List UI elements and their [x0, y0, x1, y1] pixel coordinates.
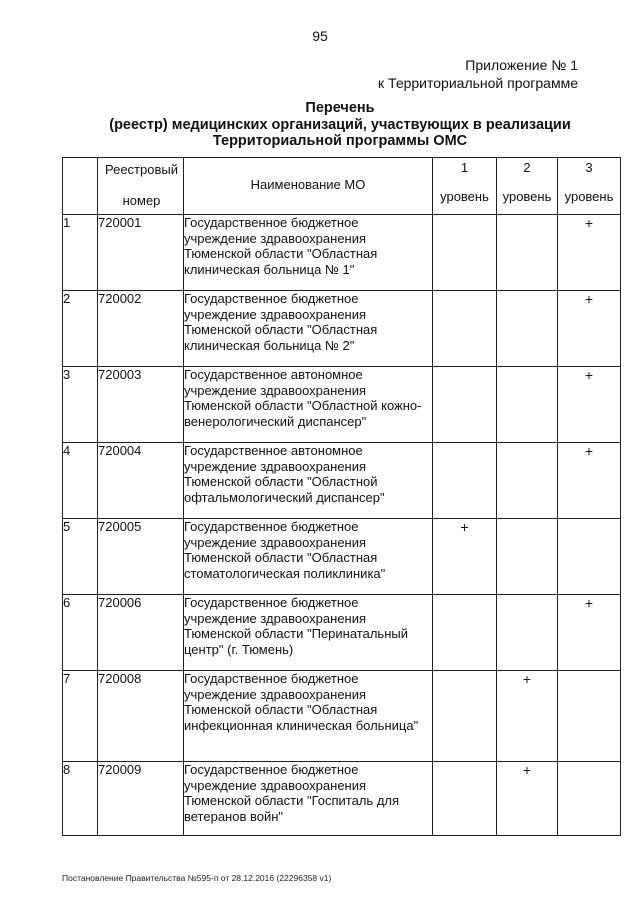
row-registry-number: 720001 — [98, 215, 184, 291]
row-level-1 — [433, 671, 497, 762]
row-level-2 — [497, 367, 558, 443]
title-line-1: Перечень — [305, 100, 375, 116]
header-level-3-word: уровень — [564, 189, 614, 204]
row-mo-name: Государственное бюджетное учреждение здравоохранения Тюменской области "Областная клиническая больница № 2" — [184, 291, 433, 367]
row-mo-name: Государственное автономное учреждение здравоохранения Тюменской области "Областной офтальмологический диспансер" — [184, 443, 433, 519]
header-mo-name-label: Наименование МО — [250, 176, 366, 192]
row-number: 4 — [63, 443, 98, 519]
table-row — [63, 671, 621, 762]
row-number: 5 — [63, 519, 98, 595]
row-level-2 — [497, 291, 558, 367]
row-mo-name: Государственное бюджетное учреждение здравоохранения Тюменской области "Областная клиническая больница № 1" — [184, 215, 433, 291]
footer-note: Постановление Правительства №595-п от 28.12.2016 (22296358 v1) — [62, 873, 332, 883]
row-level-2 — [497, 215, 558, 291]
title-line-3: Территориальной программы ОМС — [212, 133, 468, 149]
row-mo-name: Государственное бюджетное учреждение здравоохранения Тюменской области "Областная стоматологическая поликлиника" — [184, 519, 433, 595]
row-mo-name: Государственное автономное учреждение здравоохранения Тюменской области "Областной кожно-венерологический диспансер" — [184, 367, 433, 443]
row-level-2 — [497, 443, 558, 519]
appendix-line-2: к Территориальной программе — [378, 75, 578, 91]
row-registry-number: 720002 — [98, 291, 184, 367]
row-registry-number: 720004 — [98, 443, 184, 519]
header-registry-line-1: Реестровый — [105, 162, 178, 177]
row-number: 8 — [63, 762, 98, 836]
row-level-3: + — [558, 443, 621, 519]
row-mo-name: Государственное бюджетное учреждение здравоохранения Тюменской области "Перинатальный центр" (г. Тюмень) — [184, 595, 433, 671]
table-row — [63, 519, 621, 595]
row-level-1 — [433, 443, 497, 519]
row-level-3 — [558, 762, 621, 836]
row-mo-name: Государственное бюджетное учреждение здравоохранения Тюменской области "Госпиталь для ветеранов войн" — [184, 762, 433, 836]
header-level-1 — [433, 158, 497, 215]
table-row — [63, 291, 621, 367]
row-number: 1 — [63, 215, 98, 291]
row-level-1 — [433, 291, 497, 367]
row-level-2: + — [497, 762, 558, 836]
row-number: 6 — [63, 595, 98, 671]
header-level-1-word: уровень — [440, 189, 489, 204]
row-level-3 — [558, 671, 621, 762]
row-level-2 — [497, 519, 558, 595]
row-level-2: + — [497, 671, 558, 762]
row-registry-number: 720005 — [98, 519, 184, 595]
header-level-1-num: 1 — [460, 160, 469, 175]
registry-table — [62, 157, 621, 836]
table-row — [63, 762, 621, 836]
row-level-1 — [433, 595, 497, 671]
table-row — [63, 595, 621, 671]
table-row — [63, 443, 621, 519]
page-number: 95 — [312, 28, 328, 44]
appendix-note — [378, 56, 578, 92]
row-registry-number: 720003 — [98, 367, 184, 443]
header-level-2 — [497, 158, 558, 215]
row-registry-number: 720006 — [98, 595, 184, 671]
header-level-2-word: уровень — [502, 189, 552, 204]
row-level-3: + — [558, 215, 621, 291]
header-level-3 — [558, 158, 621, 215]
row-level-1 — [433, 215, 497, 291]
row-level-3: + — [558, 291, 621, 367]
appendix-line-1: Приложение № 1 — [465, 57, 578, 73]
row-level-3: + — [558, 367, 621, 443]
row-number: 3 — [63, 367, 98, 443]
row-registry-number: 720009 — [98, 762, 184, 836]
header-level-2-num: 2 — [523, 160, 531, 175]
row-level-3 — [558, 519, 621, 595]
row-number: 7 — [63, 671, 98, 762]
row-level-1 — [433, 762, 497, 836]
table-row — [63, 215, 621, 291]
row-registry-number: 720008 — [98, 671, 184, 762]
header-registry-line-2: номер — [122, 193, 161, 208]
row-level-1 — [433, 367, 497, 443]
header-mo-name — [184, 158, 433, 215]
header-number — [63, 158, 98, 215]
table-header-row — [63, 158, 621, 215]
header-registry-number — [98, 158, 184, 215]
title-line-2: (реестр) медицинских организаций, участвующих в реализации — [109, 116, 571, 133]
row-level-1: + — [433, 519, 497, 595]
table-row — [63, 367, 621, 443]
document-title — [60, 100, 620, 150]
row-level-3: + — [558, 595, 621, 671]
header-level-3-num: 3 — [585, 160, 593, 175]
row-number: 2 — [63, 291, 98, 367]
row-mo-name: Государственное бюджетное учреждение здравоохранения Тюменской области "Областная инфекционная клиническая больница" — [184, 671, 433, 762]
row-level-2 — [497, 595, 558, 671]
